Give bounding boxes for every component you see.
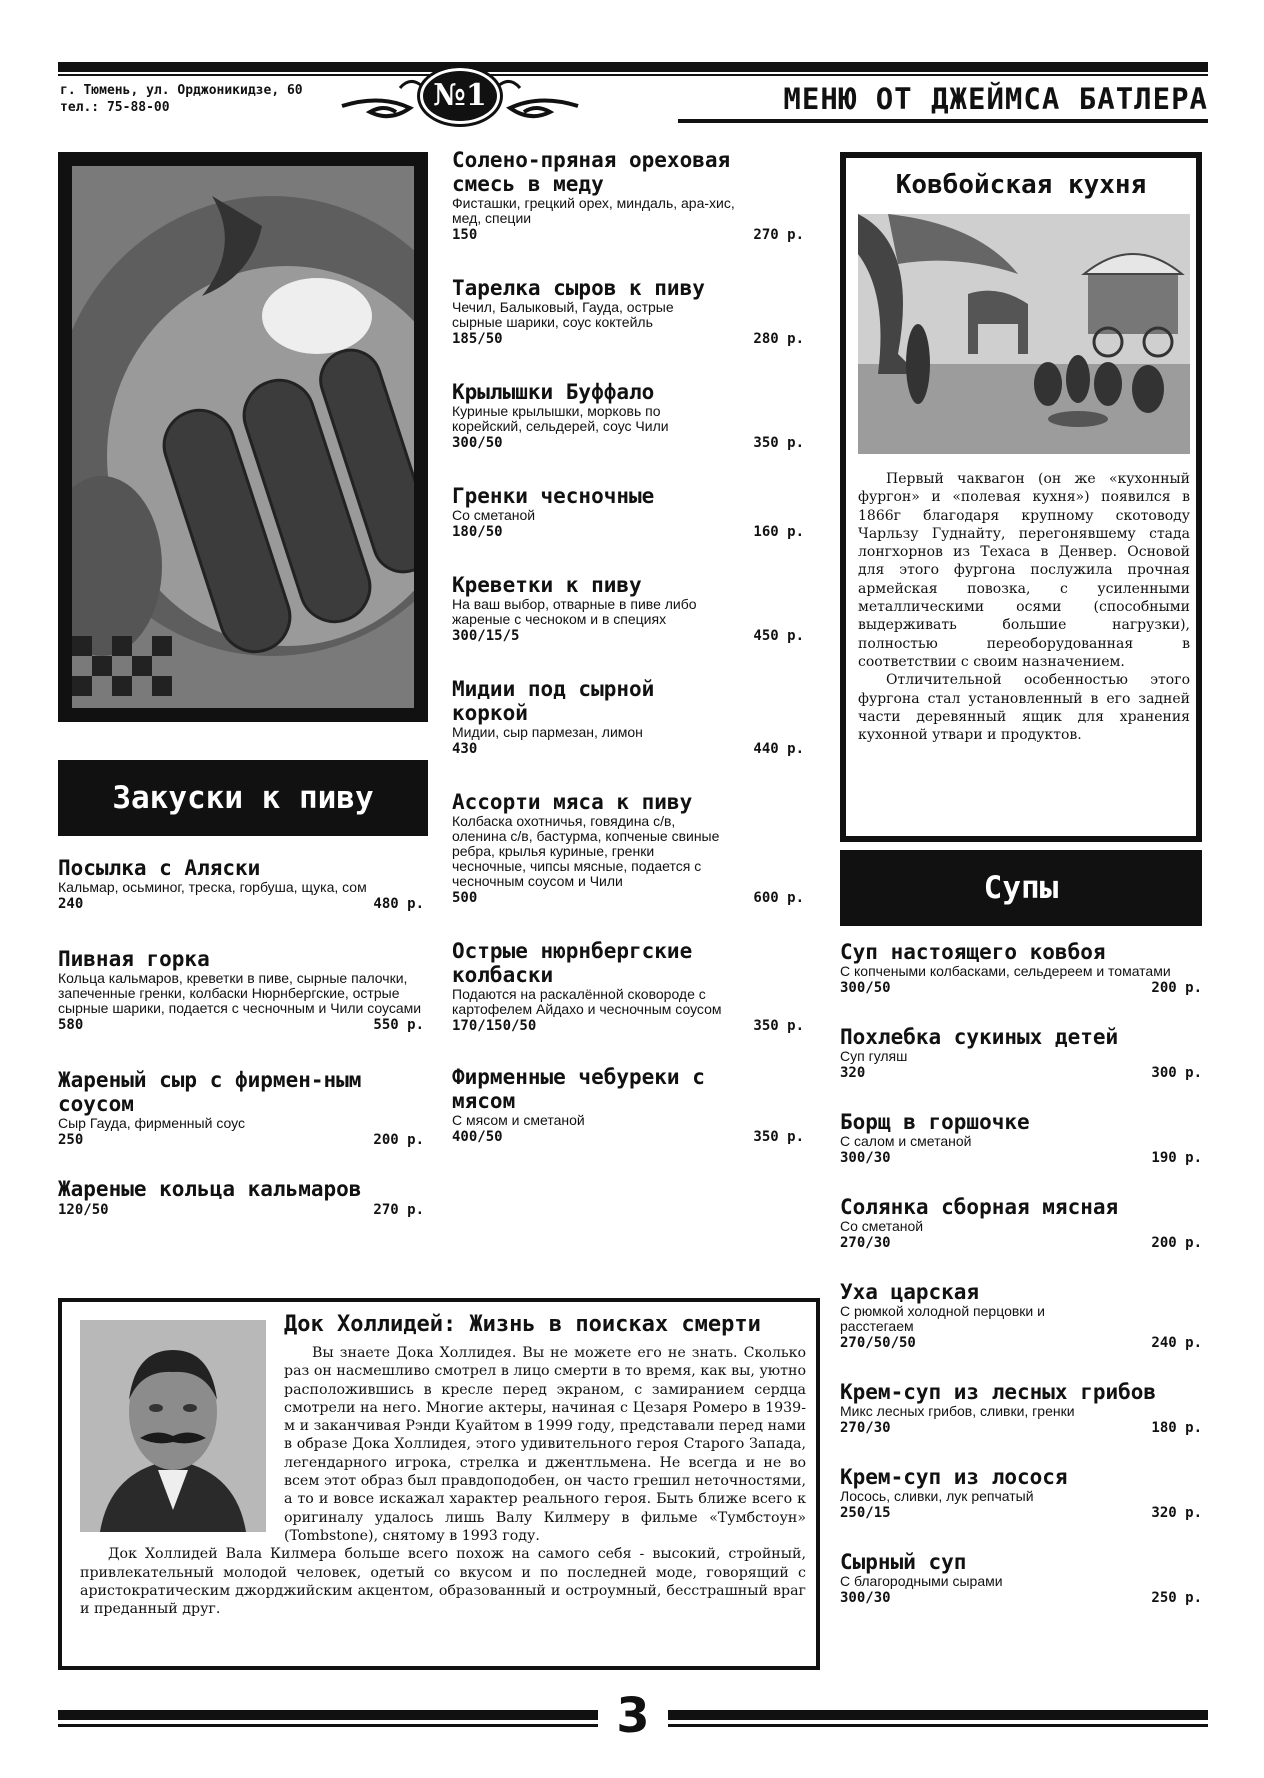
item-description: Со сметаной [840,1218,924,1234]
footer-rule-left-thin [58,1724,598,1727]
menu-item [58,947,424,1034]
menu-item [452,677,804,758]
doc-holliday-text [80,1344,806,1618]
soups-section-title: Супы [983,870,1059,906]
item-price: 350 р. [753,1018,804,1034]
item-price: 160 р. [753,524,804,540]
item-price: 350 р. [753,435,804,451]
footer-rule-right [668,1710,1208,1720]
item-name: Жареные кольца кальмаров [58,1177,362,1201]
snacks-left-column [58,856,424,1219]
item-weight: 300/30 [840,1150,891,1166]
item-price: 450 р. [753,628,804,644]
menu-item [840,1380,1202,1437]
item-weight: 240 [58,896,84,912]
header-phone: тел.: 75-88-00 [60,100,170,115]
item-description: С копчеными колбасками, сельдереем и томатами [840,963,1171,979]
menu-item [452,790,804,907]
item-name: Мидии под сырной коркой [452,677,655,725]
item-name: Суп настоящего ковбоя [840,940,1106,964]
soups-column [840,940,1202,1607]
menu-item [452,1065,804,1146]
item-description: Со сметаной [452,507,536,523]
item-description: Фисташки, грецкий орех, миндаль, ара-хис, мед, специи [452,195,735,226]
item-name: Крем-суп из лесных грибов [840,1380,1157,1404]
menu-item [58,1177,424,1219]
item-name: Сырный суп [840,1550,967,1574]
item-price: 270 р. [373,1202,424,1218]
item-name: Уха царская [840,1280,980,1304]
cowboy-paragraph: Первый чаквагон (он же «кухонный фургон» и «полевая кухня») появился в 1866г благодаря крупному скотоводу Чарльзу Гуднайту, перегонявшему стада лонгхорнов из Техаса в Денвер. Основой для этого фургона послужила прочная армейская повозка, с усиленными металлическими осями (способными выдерживать большие нагрузки), полностью переоборудованная в соответствии с своим назначением. [858,471,1190,670]
item-description: С рюмкой холодной перцовки и расстегаем [840,1303,1045,1334]
item-description: С благородными сырами [840,1573,1003,1589]
item-price: 200 р. [1151,1235,1202,1251]
menu-item [840,1550,1202,1607]
item-weight: 150 [452,227,478,243]
item-name: Острые нюрнбергские колбаски [452,939,693,987]
item-price: 320 р. [1151,1505,1202,1521]
item-weight: 300/50 [840,980,891,996]
item-price: 180 р. [1151,1420,1202,1436]
doc-holliday-title: Док Холлидей: Жизнь в поисках смерти [284,1312,761,1337]
item-name: Солянка сборная мясная [840,1195,1119,1219]
menu-item [840,1280,1202,1352]
item-name: Жареный сыр с фирмен-ным соусом [58,1068,362,1116]
soups-section-banner [840,850,1202,926]
item-name: Креветки к пиву [452,573,642,597]
page-title: МЕНЮ ОТ ДЖЕЙМСА БАТЛЕРА [783,82,1208,116]
item-description: Кальмар, осьминог, треска, горбуша, щука, сом [58,879,367,895]
doc-paragraph: Док Холлидей Вала Килмера больше всего похож на самого себя - высокий, стройный, привлекательный молодой человек, одетый со вкусом и по последней моде, говорящий с аристократическим джорджийским акцентом, образованный и остроумный, бесстрашный враг и преданный друг. [80,1546,806,1618]
snacks-middle-column [452,148,804,1146]
menu-item [840,940,1202,997]
item-weight: 400/50 [452,1129,503,1145]
item-price: 300 р. [1151,1065,1202,1081]
item-price: 440 р. [753,741,804,757]
item-name: Гренки чесночные [452,484,655,508]
item-name: Тарелка сыров к пиву [452,276,705,300]
doc-paragraph: Вы знаете Дока Холлидея. Вы не можете его не знать. Сколько раз он насмешливо смотрел в лицо смерти в то время, как вы, уютно расположившись в кресле перед экраном, с замиранием сердца смотрели на него. Многие актеры, начиная с Цезаря Ромеро в 1939-м и заканчивая Рэнди Куайтом в 1999 году, представали перед нами в образе Дока Холлидея, этого удивительного героя Старого Запада, легендарного игрока, стрелка и джентльмена. Не всегда и не во всем этот образ был правдоподобен, он часто грешил неточностями, а то и вовсе искажал характер реального героя. Быть ближе всего к оригиналу удалось лишь Валу Килмеру в фильме «Тумбстоун» (Tombstone), снятому в 1993 году. [284,1345,806,1544]
item-name: Фирменные чебуреки с мясом [452,1065,705,1113]
snacks-section-banner [58,760,428,836]
item-description: Подаются на раскалённой сковороде с картофелем Айдахо и чесночным соусом [452,986,722,1017]
item-weight: 320 [840,1065,866,1081]
snacks-section-title: Закуски к пиву [112,780,374,816]
item-name: Борщ в горшочке [840,1110,1030,1134]
header-address-block [60,82,303,116]
menu-item [840,1025,1202,1082]
item-weight: 500 [452,890,478,906]
item-description: Лосось, сливки, лук репчатый [840,1488,1034,1504]
item-weight: 300/15/5 [452,628,520,644]
menu-item [840,1195,1202,1252]
cowboy-kitchen-box [840,152,1202,842]
menu-item [58,856,424,913]
item-price: 200 р. [1151,980,1202,996]
item-description: Кольца кальмаров, креветки в пиве, сырные палочки, запеченные гренки, колбаски Нюрнбергские, острые сырные шарики, подается с чесночным и Чили соусами [58,970,422,1016]
item-name: Похлебка сукиных детей [840,1025,1119,1049]
item-weight: 170/150/50 [452,1018,537,1034]
item-description: Микс лесных грибов, сливки, гренки [840,1403,1075,1419]
menu-item [840,1465,1202,1522]
item-description: С мясом и сметаной [452,1112,585,1128]
item-description: Сыр Гауда, фирменный соус [58,1115,245,1131]
cowboy-paragraph: Отличительной особенностью этого фургона стал установленный в его задней части деревянный ящик для хранения кухонной утвари и продуктов. [858,672,1190,744]
page-number: 3 [616,1688,650,1744]
item-name: Солено-пряная ореховая смесь в меду [452,148,731,196]
menu-item [58,1068,424,1149]
item-weight: 185/50 [452,331,503,347]
item-description: Суп гуляш [840,1048,908,1064]
item-weight: 580 [58,1017,84,1033]
portrait-text-wrap [80,1344,284,1542]
item-description: На ваш выбор, отварные в пиве либо жареные с чесноком и в специях [452,596,697,627]
item-weight: 250/15 [840,1505,891,1521]
item-name: Пивная горка [58,947,210,971]
item-weight: 300/50 [452,435,503,451]
chuckwagon-illustration [858,214,1190,454]
menu-item [452,939,804,1035]
item-price: 200 р. [373,1132,424,1148]
menu-item [452,484,804,541]
cowboy-kitchen-title: Ковбойская кухня [895,170,1147,200]
item-name: Крылышки Буффало [452,380,655,404]
item-name: Посылка с Аляски [58,856,261,880]
item-price: 350 р. [753,1129,804,1145]
item-weight: 250 [58,1132,84,1148]
item-price: 270 р. [753,227,804,243]
item-price: 480 р. [373,896,424,912]
doc-holliday-box [58,1298,820,1670]
item-weight: 430 [452,741,478,757]
item-weight: 300/30 [840,1590,891,1606]
item-weight: 180/50 [452,524,503,540]
footer-rule-right-thin [668,1724,1208,1727]
header-rule [58,62,1208,72]
item-description: Колбаска охотничья, говядина с/в, оленина с/в, бастурма, копченые свиные ребра, крылья куриные, гренки чесночные, чипсы мясные, подается с чесночным соусом и Чили [452,813,720,889]
header-ornament [340,64,580,128]
item-price: 240 р. [1151,1335,1202,1351]
item-weight: 270/30 [840,1235,891,1251]
footer-rule-left [58,1710,598,1720]
item-price: 190 р. [1151,1150,1202,1166]
menu-item [452,276,804,348]
menu-item [452,380,804,452]
item-description: Чечил, Балыковый, Гауда, острые сырные шарики, соус коктейль [452,299,674,330]
cowboy-kitchen-text [858,470,1190,744]
item-price: 280 р. [753,331,804,347]
item-price: 250 р. [1151,1590,1202,1606]
sausage-photo-frame [58,152,428,722]
menu-item [840,1110,1202,1167]
title-underline [678,119,1208,123]
issue-badge: №1 [420,68,500,124]
item-weight: 120/50 [58,1202,109,1218]
sausage-photo [72,166,414,708]
item-name: Крем-суп из лосося [840,1465,1068,1489]
header-address: г. Тюмень, ул. Орджоникидзе, 60 [60,83,303,98]
item-weight: 270/30 [840,1420,891,1436]
menu-item [452,573,804,645]
item-weight: 270/50/50 [840,1335,916,1351]
item-description: С салом и сметаной [840,1133,972,1149]
item-description: Мидии, сыр пармезан, лимон [452,724,643,740]
item-price: 600 р. [753,890,804,906]
menu-item [452,148,804,244]
item-description: Куриные крылышки, морковь по корейский, сельдерей, соус Чили [452,403,669,434]
item-name: Ассорти мяса к пиву [452,790,693,814]
item-price: 550 р. [373,1017,424,1033]
